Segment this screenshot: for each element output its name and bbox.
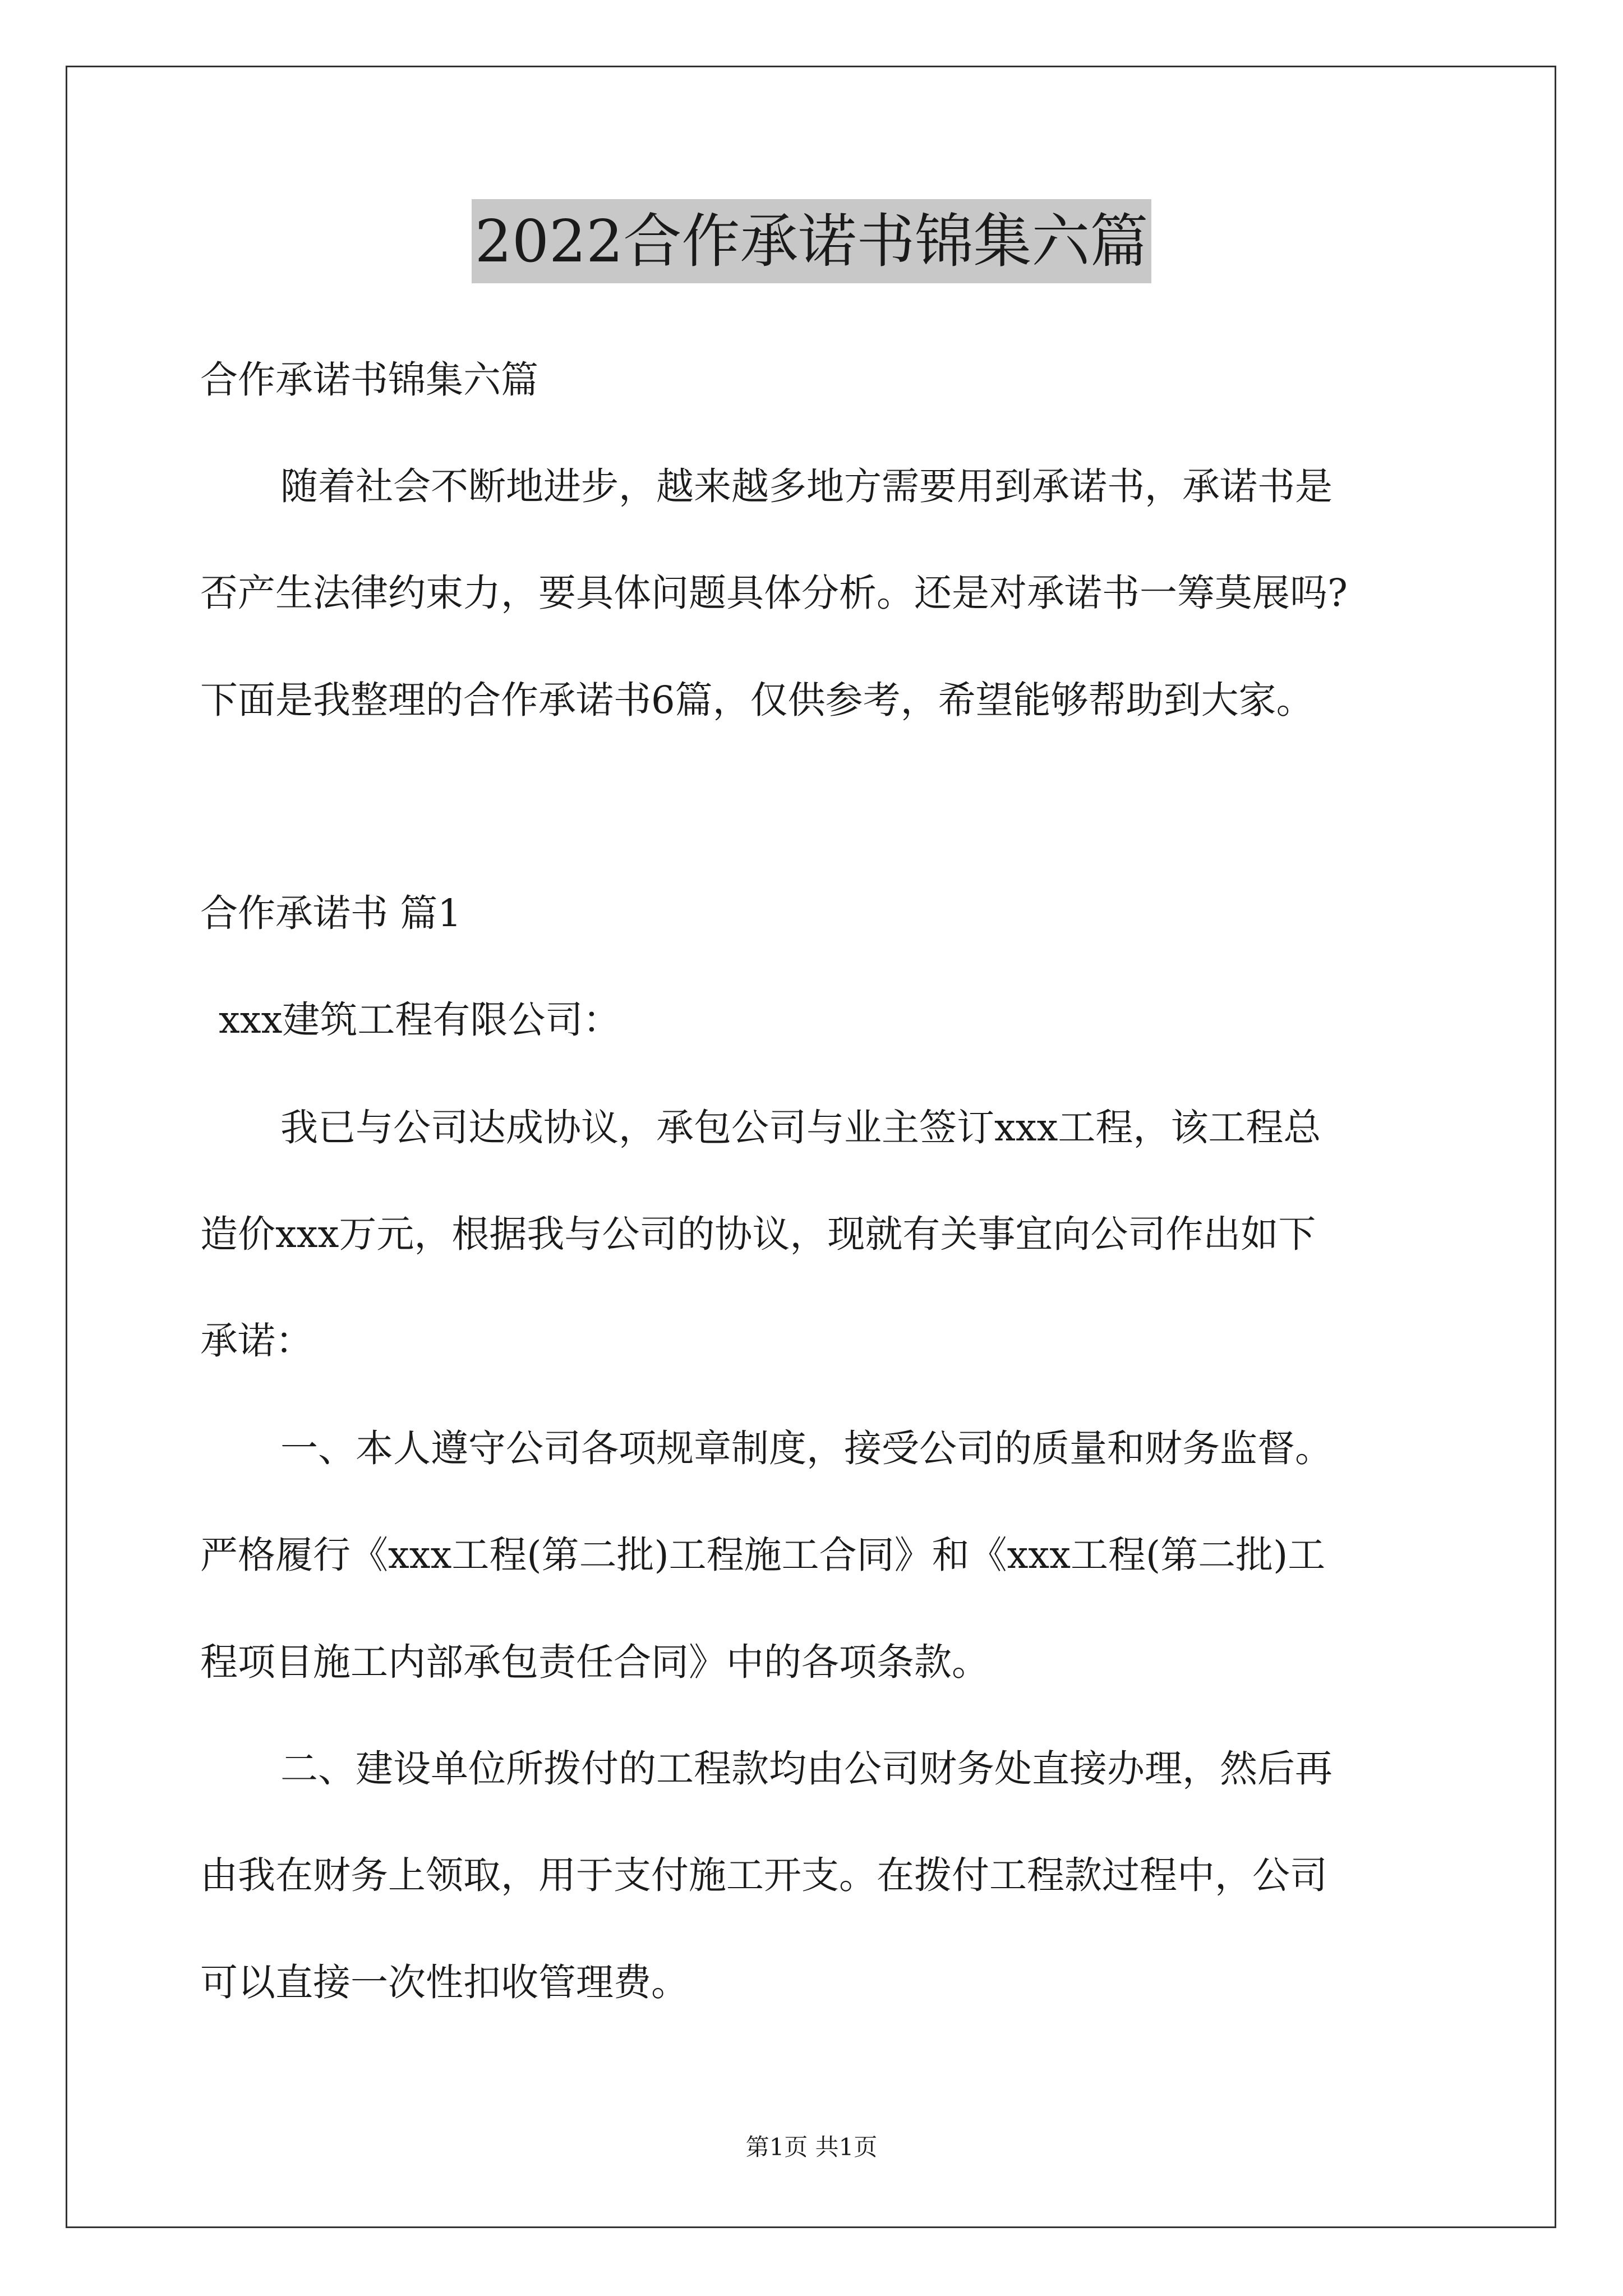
intro-line-3: 下面是我整理的合作承诺书6篇，仅供参考，希望能够帮助到大家。	[200, 678, 1314, 722]
document-title-text: 2022合作承诺书锦集六篇	[472, 199, 1152, 283]
subtitle: 合作承诺书锦集六篇	[200, 358, 538, 402]
recipient-line: xxx建筑工程有限公司：	[219, 998, 621, 1042]
intro-line-2: 否产生法律约束力，要具体问题具体分析。还是对承诺书一筹莫展吗?	[200, 571, 1348, 615]
paragraph2-line-1: 一、本人遵守公司各项规章制度，接受公司的质量和财务监督。	[280, 1427, 1332, 1470]
paragraph2-line-2: 严格履行《xxx工程(第二批)工程施工合同》和《xxx工程(第二批)工	[200, 1533, 1326, 1577]
paragraph2-line-3: 程项目施工内部承包责任合同》中的各项条款。	[200, 1640, 989, 1684]
paragraph3-line-1: 二、建设单位所拨付的工程款均由公司财务处直接办理，然后再	[280, 1747, 1332, 1791]
section-heading: 合作承诺书 篇1	[200, 891, 462, 935]
paragraph3-line-3: 可以直接一次性扣收管理费。	[200, 1961, 689, 2004]
paragraph1-line-2: 造价xxx万元，根据我与公司的协议，现就有关事宜向公司作出如下	[200, 1212, 1316, 1256]
page-footer: 第1页 共1页	[745, 2133, 878, 2161]
paragraph1-line-3: 承诺：	[200, 1319, 313, 1363]
intro-line-1: 随着社会不断地进步，越来越多地方需要用到承诺书，承诺书是	[280, 464, 1332, 508]
document-title	[0, 199, 1623, 283]
paragraph3-line-2: 由我在财务上领取，用于支付施工开支。在拨付工程款过程中，公司	[200, 1853, 1327, 1897]
paragraph1-line-1: 我已与公司达成协议，承包公司与业主签订xxx工程，该工程总	[280, 1106, 1321, 1149]
